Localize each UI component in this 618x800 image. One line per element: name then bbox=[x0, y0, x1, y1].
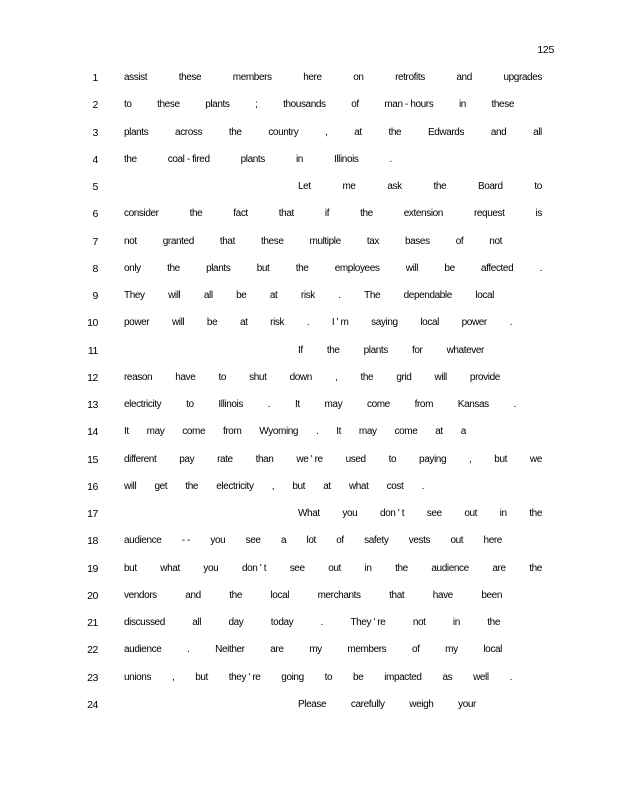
transcript-line bbox=[0, 68, 618, 95]
transcript-word: to bbox=[534, 181, 542, 192]
transcript-word: these bbox=[178, 72, 202, 83]
transcript-word: discussed bbox=[124, 617, 165, 628]
line-number: 22 bbox=[87, 644, 98, 657]
line-text bbox=[124, 454, 542, 465]
transcript-word: at bbox=[354, 126, 362, 138]
transcript-word: multiple bbox=[309, 235, 341, 247]
transcript-word: from bbox=[223, 426, 242, 438]
line-text bbox=[298, 508, 542, 519]
line-text bbox=[124, 372, 500, 383]
transcript-word: Please bbox=[298, 698, 327, 710]
transcript-word: paying bbox=[419, 453, 447, 465]
transcript-word: come bbox=[394, 426, 418, 438]
line-text bbox=[124, 99, 514, 110]
line-text bbox=[124, 399, 516, 410]
transcript-word: power bbox=[461, 317, 487, 329]
transcript-line bbox=[0, 150, 618, 177]
transcript-word: may bbox=[146, 426, 165, 438]
transcript-word: to bbox=[388, 453, 397, 465]
transcript-line bbox=[0, 232, 618, 259]
line-number: 14 bbox=[87, 426, 98, 439]
transcript-word: It bbox=[294, 399, 300, 410]
transcript-word: Board bbox=[477, 181, 503, 192]
transcript-word: they ' re bbox=[228, 671, 261, 683]
transcript-word: in bbox=[452, 617, 460, 628]
transcript-word: we ' re bbox=[296, 453, 323, 465]
transcript-word: that bbox=[389, 589, 405, 601]
transcript-word: . bbox=[539, 262, 542, 274]
transcript-word: of bbox=[336, 535, 344, 547]
transcript-word: my bbox=[445, 644, 458, 656]
transcript-word: audience bbox=[124, 644, 162, 656]
transcript-line bbox=[0, 313, 618, 340]
transcript-word: Illinois bbox=[333, 153, 359, 165]
transcript-word: plants bbox=[363, 344, 388, 356]
line-number: 20 bbox=[87, 589, 98, 602]
transcript-word: whatever bbox=[446, 344, 484, 356]
transcript-word: the bbox=[529, 562, 542, 574]
transcript-word: It bbox=[124, 426, 129, 438]
transcript-line bbox=[0, 368, 618, 395]
transcript-word: Edwards bbox=[427, 126, 465, 138]
transcript-word: day bbox=[228, 617, 244, 628]
transcript-word: consider bbox=[124, 208, 159, 220]
transcript-word: and bbox=[456, 72, 472, 83]
line-number: 18 bbox=[87, 535, 98, 548]
transcript-word: are bbox=[492, 562, 506, 574]
transcript-word: , bbox=[469, 453, 472, 465]
transcript-word: fact bbox=[233, 208, 248, 220]
transcript-word: saying bbox=[371, 317, 398, 329]
line-number: 16 bbox=[87, 480, 98, 493]
transcript-word: granted bbox=[162, 235, 194, 247]
transcript-word: may bbox=[358, 426, 377, 438]
transcript-word: these bbox=[491, 99, 514, 111]
transcript-word: the bbox=[487, 617, 500, 628]
transcript-word: a bbox=[280, 535, 287, 547]
transcript-line bbox=[0, 613, 618, 640]
line-text bbox=[124, 481, 424, 492]
transcript-word: grid bbox=[396, 371, 412, 383]
transcript-word: will bbox=[168, 290, 181, 301]
transcript-word: as bbox=[442, 671, 453, 683]
transcript-line bbox=[0, 204, 618, 231]
transcript-word: if bbox=[324, 208, 330, 220]
transcript-word: weigh bbox=[409, 698, 434, 710]
transcript-word: local bbox=[420, 317, 439, 329]
transcript-word: out bbox=[464, 508, 478, 519]
transcript-word: be bbox=[236, 290, 247, 301]
transcript-word: well bbox=[473, 671, 489, 683]
transcript-word: local bbox=[475, 290, 494, 301]
transcript-word: to bbox=[218, 371, 227, 383]
transcript-word: the bbox=[395, 562, 408, 574]
transcript-word: in bbox=[364, 562, 372, 574]
line-text bbox=[124, 236, 502, 247]
transcript-word: the bbox=[189, 208, 203, 220]
transcript-word: here bbox=[483, 535, 502, 547]
line-number: 24 bbox=[87, 698, 98, 711]
transcript-word: plants bbox=[240, 153, 265, 165]
transcript-word: , bbox=[335, 371, 338, 383]
transcript-word: request bbox=[473, 208, 505, 220]
transcript-line bbox=[0, 123, 618, 150]
line-number: 5 bbox=[92, 181, 98, 193]
transcript-word: The bbox=[364, 290, 381, 301]
line-text bbox=[124, 535, 502, 546]
transcript-word: safety bbox=[364, 535, 389, 547]
transcript-word: the bbox=[326, 344, 340, 356]
line-number: 11 bbox=[87, 344, 98, 357]
transcript-word: than bbox=[255, 453, 274, 465]
transcript-word: only bbox=[124, 262, 141, 274]
line-text bbox=[124, 590, 502, 601]
transcript-word: on bbox=[353, 72, 364, 83]
transcript-word: what bbox=[160, 562, 180, 574]
transcript-word: don ' t bbox=[241, 562, 267, 574]
transcript-word: will bbox=[434, 371, 447, 383]
transcript-word: in bbox=[295, 153, 303, 165]
transcript-word: all bbox=[533, 126, 542, 138]
transcript-word: They ' re bbox=[350, 617, 386, 628]
transcript-line bbox=[0, 450, 618, 477]
page-number: 125 bbox=[537, 44, 554, 56]
transcript-line bbox=[0, 586, 618, 613]
transcript-word: tax bbox=[366, 235, 379, 247]
transcript-word: . bbox=[187, 644, 190, 656]
line-text bbox=[124, 72, 542, 83]
transcript-word: . bbox=[421, 480, 424, 492]
transcript-word: shut bbox=[249, 371, 267, 383]
transcript-line bbox=[0, 341, 618, 368]
transcript-word: , bbox=[271, 480, 275, 492]
transcript-word: Let bbox=[298, 181, 311, 192]
transcript-word: employees bbox=[334, 262, 380, 274]
transcript-word: man - hours bbox=[384, 99, 434, 111]
line-text bbox=[298, 699, 476, 710]
transcript-word: used bbox=[345, 453, 366, 465]
line-number: 8 bbox=[92, 262, 98, 275]
transcript-word: been bbox=[481, 589, 502, 601]
line-number: 17 bbox=[87, 508, 98, 520]
transcript-word: . bbox=[509, 317, 512, 329]
transcript-word: - - bbox=[181, 535, 191, 547]
transcript-line bbox=[0, 559, 618, 586]
transcript-word: be bbox=[206, 317, 218, 329]
transcript-word: reason bbox=[124, 371, 153, 383]
transcript-line bbox=[0, 422, 618, 449]
line-number: 1 bbox=[92, 72, 98, 84]
transcript-word: extension bbox=[403, 208, 443, 220]
transcript-word: today bbox=[270, 617, 294, 628]
transcript-word: a bbox=[460, 426, 466, 438]
transcript-word: in bbox=[499, 508, 507, 519]
transcript-line bbox=[0, 640, 618, 667]
transcript-line bbox=[0, 286, 618, 313]
transcript-word: different bbox=[124, 453, 157, 465]
transcript-word: Neither bbox=[215, 644, 245, 656]
transcript-word: pay bbox=[179, 453, 195, 465]
transcript-word: impacted bbox=[384, 671, 422, 683]
transcript-word: It bbox=[336, 426, 342, 438]
transcript-word: ask bbox=[387, 181, 402, 192]
transcript-word: coal - fired bbox=[167, 153, 210, 165]
transcript-word: . bbox=[320, 617, 324, 628]
transcript-word: electricity bbox=[216, 480, 254, 492]
transcript-word: have bbox=[432, 589, 453, 601]
transcript-word: you bbox=[203, 562, 219, 574]
transcript-word: we bbox=[529, 453, 542, 465]
transcript-word: for bbox=[412, 344, 423, 356]
transcript-word: assist bbox=[124, 72, 148, 83]
line-number: 6 bbox=[92, 208, 98, 221]
transcript-word: the bbox=[228, 126, 242, 138]
line-text bbox=[124, 617, 500, 628]
transcript-word: , bbox=[171, 671, 175, 683]
line-number: 23 bbox=[87, 671, 98, 684]
line-number: 3 bbox=[92, 126, 98, 139]
transcript-word: and bbox=[185, 589, 201, 601]
transcript-word: What bbox=[298, 508, 320, 519]
line-number: 21 bbox=[87, 617, 98, 629]
transcript-word: the bbox=[360, 208, 373, 220]
transcript-word: the bbox=[360, 371, 374, 383]
transcript-word: you bbox=[210, 535, 226, 547]
line-text bbox=[124, 127, 542, 138]
transcript-word: the bbox=[388, 126, 402, 138]
transcript-word: vests bbox=[408, 535, 431, 547]
transcript-word: down bbox=[289, 371, 312, 383]
transcript-word: Kansas bbox=[457, 399, 489, 410]
transcript-word: . bbox=[306, 317, 310, 329]
transcript-word: thousands bbox=[283, 99, 326, 111]
transcript-word: retrofits bbox=[395, 72, 425, 83]
transcript-word: in bbox=[458, 99, 466, 111]
transcript-word: local bbox=[483, 644, 502, 656]
transcript-word: cost bbox=[386, 480, 404, 492]
transcript-line bbox=[0, 259, 618, 286]
transcript-word: to bbox=[186, 399, 194, 410]
transcript-word: power bbox=[124, 317, 150, 329]
transcript-word: risk bbox=[300, 290, 315, 301]
transcript-word: plants bbox=[124, 126, 149, 138]
transcript-word: of bbox=[411, 644, 420, 656]
transcript-word: members bbox=[347, 644, 387, 656]
transcript-word: have bbox=[175, 371, 196, 383]
transcript-word: here bbox=[303, 72, 322, 83]
line-text bbox=[298, 181, 542, 192]
transcript-word: the bbox=[167, 262, 180, 274]
line-text bbox=[124, 426, 466, 437]
transcript-word: all bbox=[192, 617, 202, 628]
line-number: 10 bbox=[87, 317, 98, 330]
transcript-word: but bbox=[124, 562, 137, 574]
transcript-line bbox=[0, 531, 618, 558]
transcript-word: . bbox=[338, 290, 341, 301]
transcript-word: get bbox=[154, 480, 168, 492]
transcript-word: country bbox=[268, 126, 299, 138]
transcript-word: Illinois bbox=[218, 399, 243, 410]
transcript-word: the bbox=[295, 262, 309, 274]
transcript-word: . bbox=[267, 399, 271, 410]
transcript-word: come bbox=[182, 426, 206, 438]
transcript-word: I ' m bbox=[331, 317, 349, 329]
line-text bbox=[298, 345, 484, 356]
line-number: 4 bbox=[92, 153, 98, 166]
transcript-word: from bbox=[414, 399, 434, 410]
transcript-word: the bbox=[529, 508, 542, 519]
transcript-word: that bbox=[278, 208, 294, 220]
transcript-word: of bbox=[351, 99, 359, 111]
transcript-word: that bbox=[219, 235, 235, 247]
line-text bbox=[124, 672, 512, 683]
transcript-line bbox=[0, 177, 618, 204]
transcript-word: going bbox=[281, 671, 304, 683]
transcript-word: will bbox=[171, 317, 185, 329]
line-text bbox=[124, 208, 542, 219]
line-number: 15 bbox=[87, 453, 98, 466]
transcript-word: my bbox=[309, 644, 322, 656]
line-text bbox=[124, 290, 494, 301]
transcript-word: don ' t bbox=[379, 508, 405, 519]
transcript-word: audience bbox=[124, 535, 162, 547]
transcript-word: your bbox=[458, 698, 476, 710]
transcript-word: see bbox=[289, 562, 305, 574]
line-number: 9 bbox=[92, 290, 98, 302]
transcript-word: audience bbox=[431, 562, 469, 574]
transcript-word: upgrades bbox=[503, 72, 542, 83]
transcript-word: If bbox=[298, 344, 303, 356]
transcript-word: see bbox=[426, 508, 442, 519]
transcript-line bbox=[0, 477, 618, 504]
transcript-word: dependable bbox=[403, 290, 452, 301]
transcript-word: to bbox=[324, 671, 333, 683]
transcript-word: . bbox=[513, 399, 516, 410]
line-number: 13 bbox=[87, 399, 98, 411]
transcript-word: lot bbox=[306, 535, 316, 547]
line-text bbox=[124, 263, 542, 274]
transcript-word: at bbox=[435, 426, 443, 438]
transcript-word: the bbox=[124, 153, 137, 165]
transcript-line bbox=[0, 668, 618, 695]
transcript-word: bases bbox=[404, 235, 430, 247]
transcript-word: electricity bbox=[124, 399, 162, 410]
line-text bbox=[124, 317, 512, 328]
transcript-word: be bbox=[444, 262, 455, 274]
transcript-word: will bbox=[405, 262, 419, 274]
transcript-word: but bbox=[256, 262, 270, 274]
transcript-word: members bbox=[232, 72, 272, 83]
transcript-word: are bbox=[270, 644, 284, 656]
transcript-word: the bbox=[229, 589, 242, 601]
transcript-word: but bbox=[195, 671, 208, 683]
transcript-word: carefully bbox=[350, 698, 385, 710]
transcript-word: across bbox=[175, 126, 203, 138]
transcript-word: but bbox=[494, 453, 507, 465]
transcript-line bbox=[0, 504, 618, 531]
transcript-word: local bbox=[270, 589, 290, 601]
transcript-word: , bbox=[325, 126, 328, 138]
line-number: 12 bbox=[87, 371, 98, 384]
line-number: 19 bbox=[87, 562, 98, 575]
transcript-word: plants bbox=[205, 99, 230, 111]
transcript-word: see bbox=[245, 535, 261, 547]
transcript-word: Wyoming bbox=[259, 426, 299, 438]
transcript-word: at bbox=[323, 480, 331, 492]
transcript-word: not bbox=[412, 617, 426, 628]
transcript-word: me bbox=[342, 181, 356, 192]
transcript-word: but bbox=[292, 480, 306, 492]
transcript-word: these bbox=[157, 99, 180, 111]
line-text bbox=[124, 154, 392, 165]
transcript-word: unions bbox=[124, 671, 152, 683]
transcript-word: merchants bbox=[317, 589, 361, 601]
transcript-word: . bbox=[315, 426, 319, 438]
transcript-word: provide bbox=[469, 371, 500, 383]
transcript-word: you bbox=[342, 508, 358, 519]
transcript-word: . bbox=[509, 671, 512, 683]
transcript-line bbox=[0, 95, 618, 122]
transcript-word: not bbox=[489, 235, 502, 247]
transcript-word: plants bbox=[206, 262, 231, 274]
transcript-word: . bbox=[389, 153, 392, 165]
transcript-word: ; bbox=[255, 99, 258, 111]
transcript-word: at bbox=[239, 317, 248, 329]
transcript-word: out bbox=[450, 535, 464, 547]
transcript-line bbox=[0, 695, 618, 722]
transcript-word: vendors bbox=[124, 589, 157, 601]
transcript-line bbox=[0, 395, 618, 422]
transcript-word: to bbox=[124, 99, 132, 111]
transcript-word: of bbox=[455, 235, 464, 247]
transcript-word: all bbox=[203, 290, 213, 301]
transcript-word: and bbox=[490, 126, 507, 138]
transcript-word: what bbox=[348, 480, 369, 492]
line-text bbox=[124, 563, 542, 574]
transcript-word: They bbox=[124, 290, 145, 301]
transcript-word: not bbox=[124, 235, 137, 247]
transcript-word: risk bbox=[270, 317, 285, 329]
transcript-word: rate bbox=[217, 453, 233, 465]
transcript-word: these bbox=[261, 235, 284, 247]
transcript-word: will bbox=[124, 480, 137, 492]
transcript-word: the bbox=[185, 480, 199, 492]
transcript-word: affected bbox=[481, 262, 514, 274]
line-text bbox=[124, 644, 502, 655]
transcript-word: is bbox=[535, 208, 542, 220]
transcript-word: come bbox=[366, 399, 390, 410]
line-number: 7 bbox=[92, 235, 98, 248]
transcript-word: may bbox=[324, 399, 343, 410]
line-number: 2 bbox=[92, 99, 98, 112]
transcript-body bbox=[0, 68, 618, 722]
transcript-word: at bbox=[269, 290, 278, 301]
transcript-word: the bbox=[433, 181, 447, 192]
transcript-word: out bbox=[328, 562, 341, 574]
transcript-word: be bbox=[353, 671, 364, 683]
